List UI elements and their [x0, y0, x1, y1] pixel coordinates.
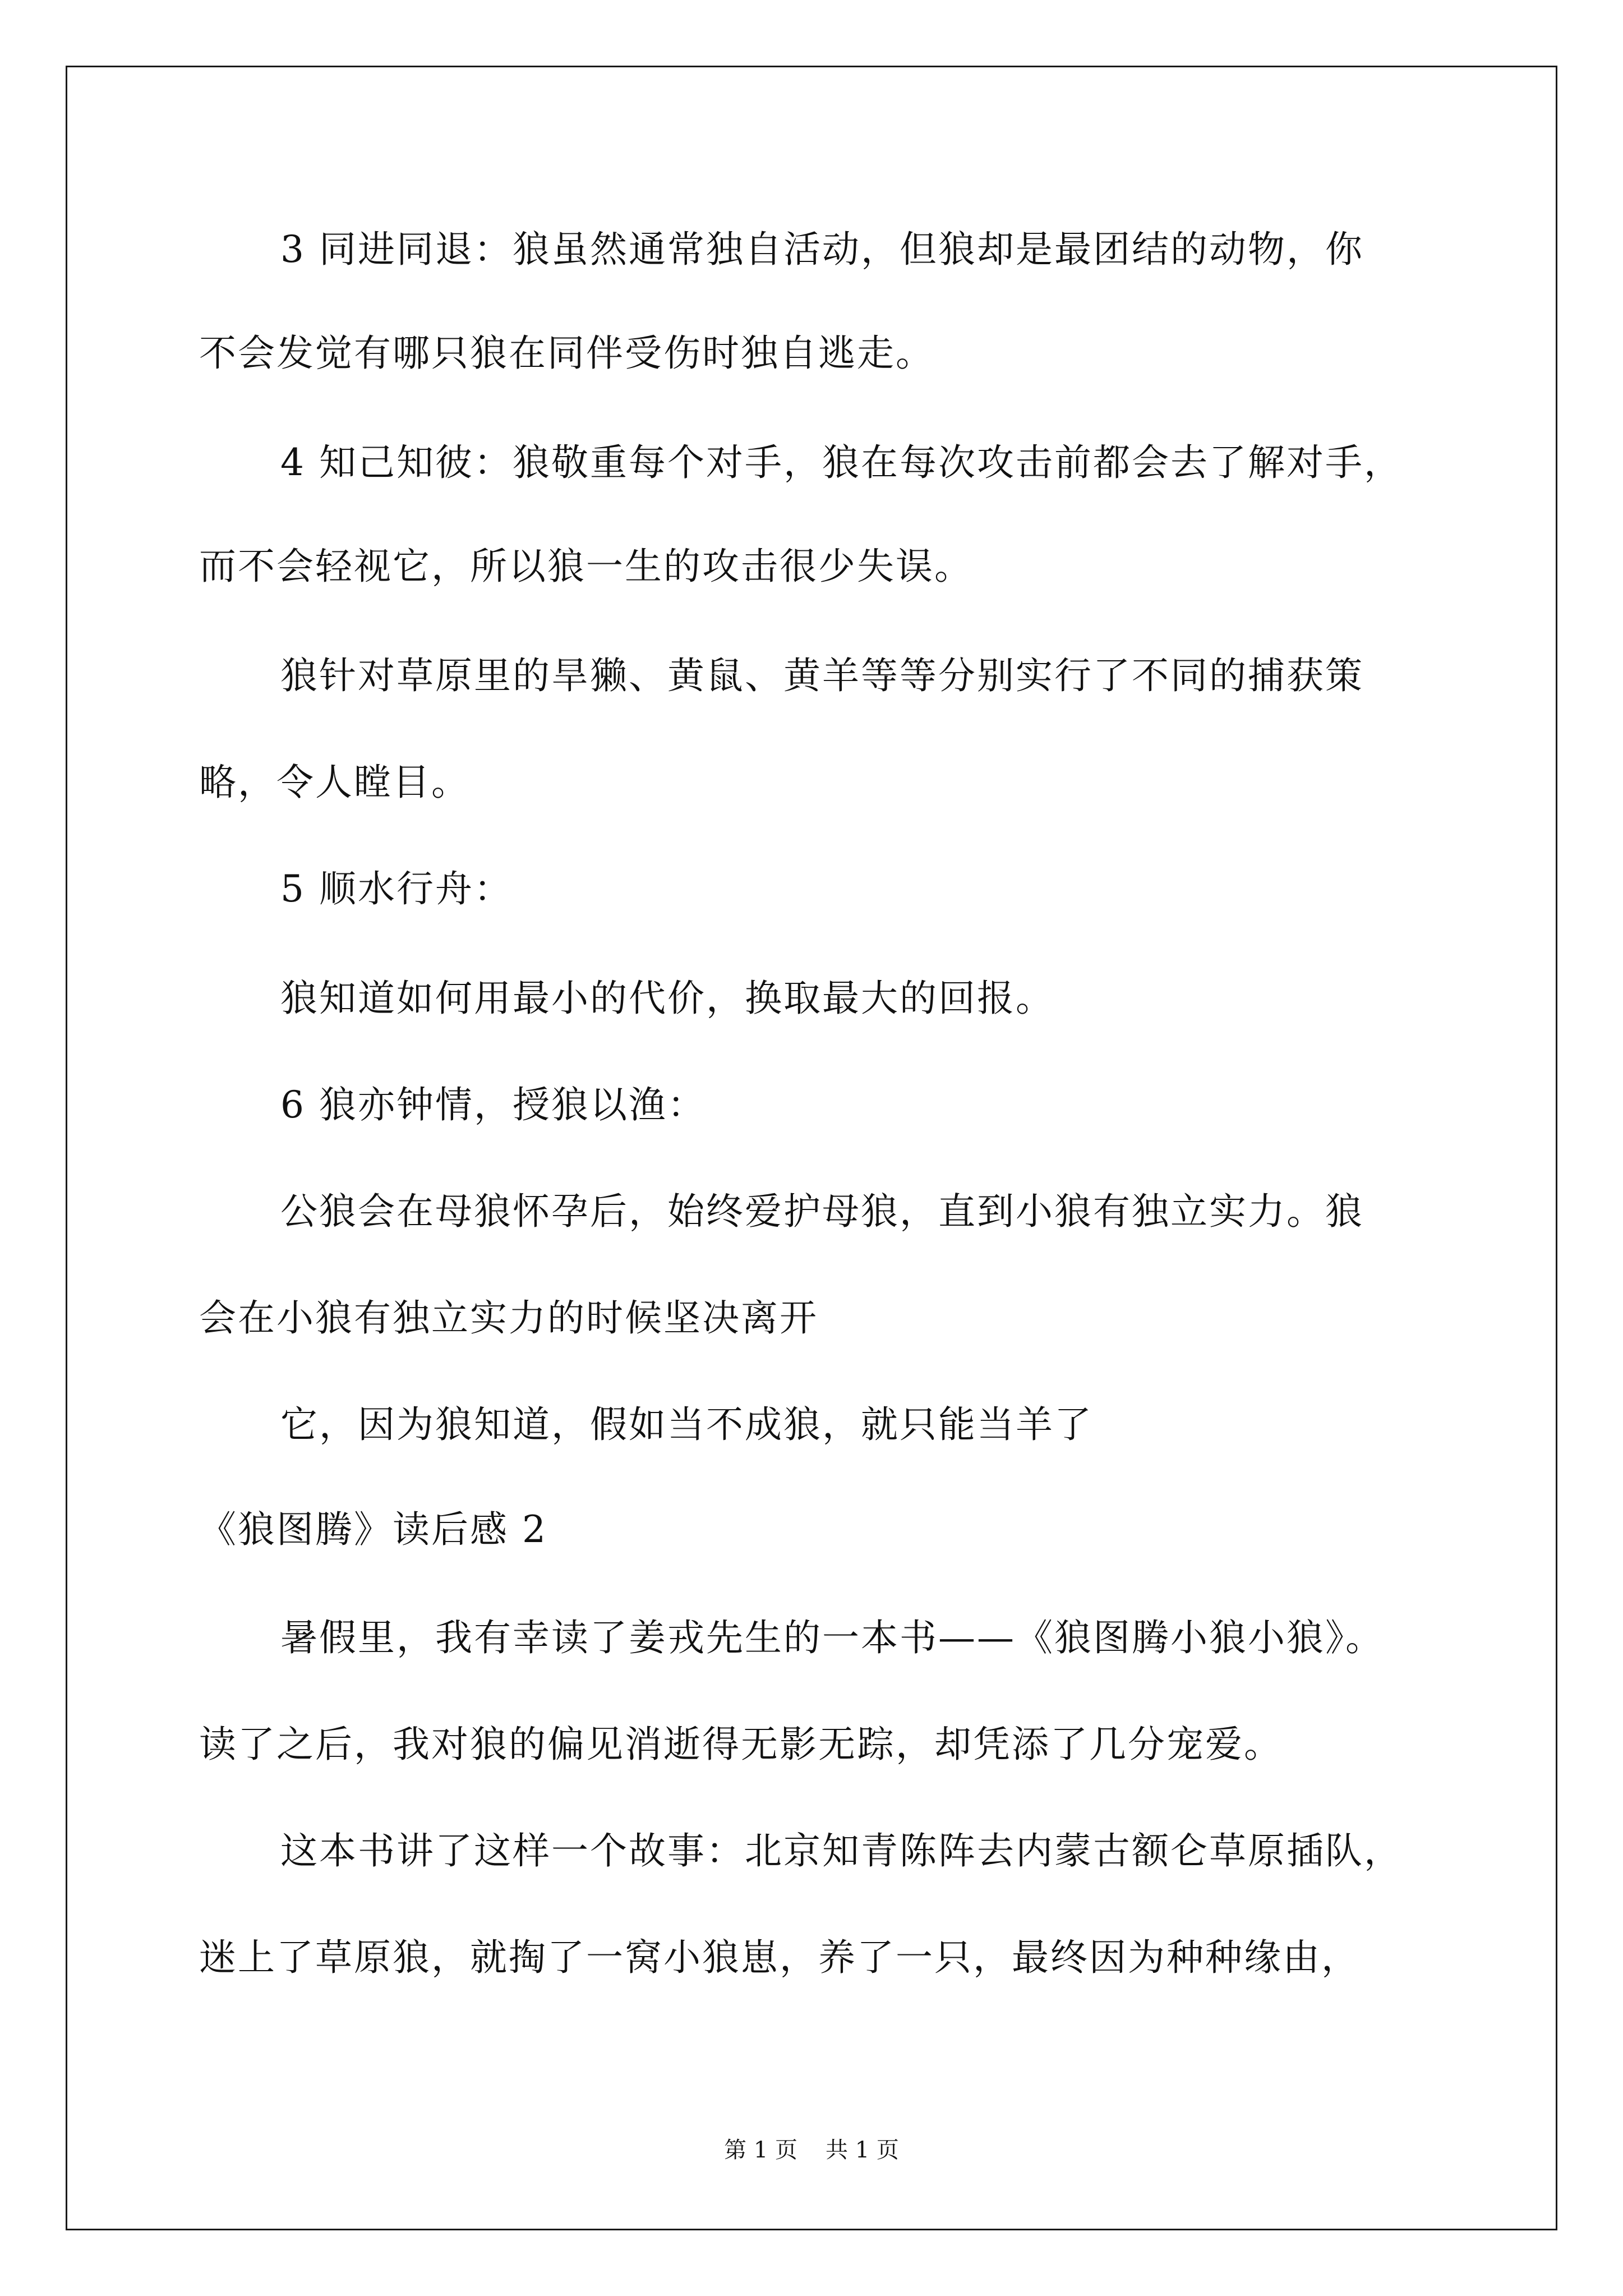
page-number: 第 1 页 [724, 2137, 797, 2163]
paragraph-line: 狼针对草原里的旱獭、黄鼠、黄羊等等分别实行了不同的捕获策 [280, 654, 1364, 697]
section-heading: 《狼图腾》读后感 2 [199, 1508, 547, 1551]
paragraph-line: 读了之后，我对狼的偏见消逝得无影无踪，却凭添了几分宠爱。 [199, 1723, 1283, 1766]
paragraph-line: 会在小狼有独立实力的时候坚决离开 [199, 1296, 818, 1340]
paragraph-line: 6 狼亦钟情，授狼以渔： [280, 1083, 706, 1126]
paragraph-line: 5 顺水行舟： [280, 867, 513, 910]
page-total: 共 1 页 [826, 2137, 899, 2163]
paragraph-line: 不会发觉有哪只狼在同伴受伤时独自逃走。 [199, 332, 934, 375]
paragraph-line: 而不会轻视它，所以狼一生的攻击很少失误。 [199, 545, 973, 588]
paragraph-line: 公狼会在母狼怀孕后，始终爱护母狼，直到小狼有独立实力。狼 [280, 1190, 1364, 1233]
paragraph-line: 略，令人瞠目。 [199, 761, 470, 804]
paragraph-line: 暑假里，我有幸读了姜戎先生的一本书——《狼图腾小狼小狼》。 [280, 1616, 1384, 1659]
paragraph-line: 这本书讲了这样一个故事：北京知青陈阵去内蒙古额仑草原插队， [280, 1829, 1403, 1872]
page-footer [0, 2136, 1623, 2164]
paragraph-line: 迷上了草原狼，就掏了一窝小狼崽，养了一只，最终因为种种缘由， [199, 1936, 1360, 1979]
paragraph-line: 它，因为狼知道，假如当不成狼，就只能当羊了 [280, 1403, 1093, 1446]
paragraph-line: 3 同进同退：狼虽然通常独自活动，但狼却是最团结的动物，你 [280, 228, 1364, 271]
paragraph-line: 狼知道如何用最小的代价，换取最大的回报。 [280, 977, 1054, 1020]
page-border [66, 66, 1557, 2230]
paragraph-line: 4 知己知彼：狼敬重每个对手，狼在每次攻击前都会去了解对手， [280, 441, 1403, 484]
